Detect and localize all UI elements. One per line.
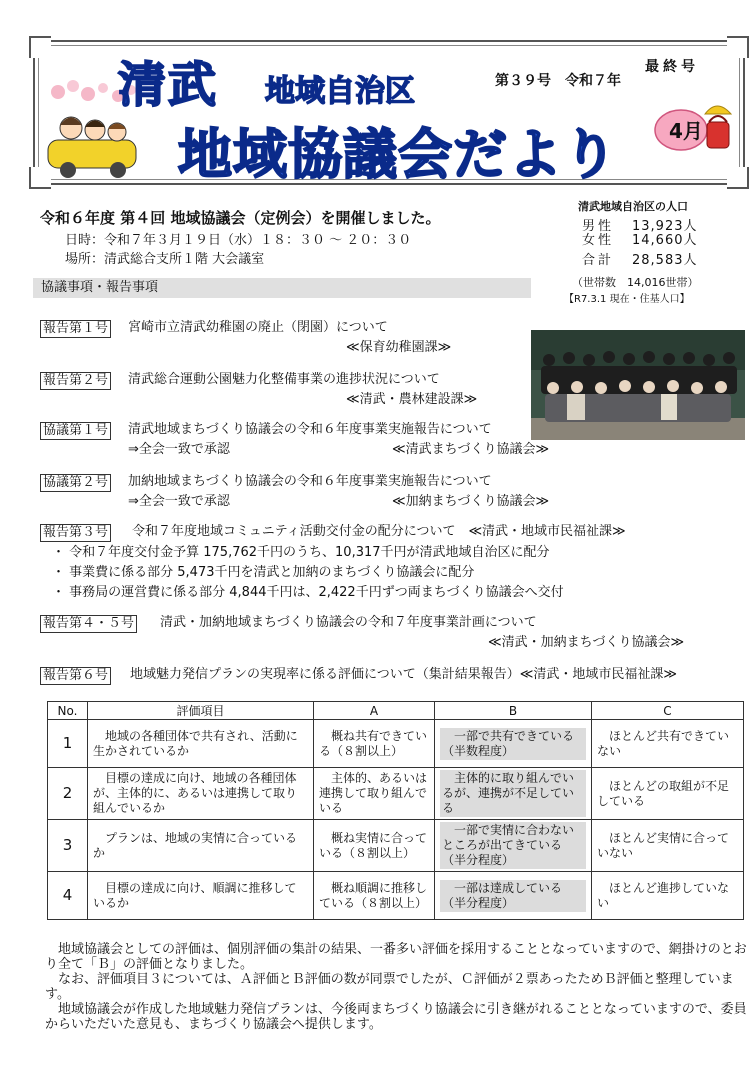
row-grade-c: ほとんど共有できていない: [592, 720, 744, 768]
agenda-tag-report-2: 報告第２号: [40, 372, 111, 390]
agenda-text-report-1: 宮崎市立清武幼稚園の廃止（閉園）について: [128, 320, 388, 335]
agenda-text-report-4-5: 清武・加納地域まちづくり協議会の令和７年度事業計画について: [160, 615, 537, 630]
closing-paragraph: 地域協議会としての評価は、個別評価の集計の結果、一番多い評価を採用することとなっていますので、網掛けのとおり全て「Ｂ」の評価となりました。: [45, 942, 747, 972]
agenda-dept-report-4-5: ≪清武・加納まちづくり協議会≫: [488, 635, 685, 650]
table-header-no: No.: [48, 702, 88, 720]
agenda-dept-deliberation-1: ≪清武まちづくり協議会≫: [392, 442, 550, 457]
row-grade-a: 概ね実情に合っている（８割以上）: [314, 820, 435, 872]
month-badge: 4月: [669, 119, 703, 143]
agenda-result-deliberation-1: ⇒全会一致で承認: [128, 442, 230, 457]
row-grade-b-cell: [435, 768, 592, 820]
row-grade-b-cell: [435, 820, 592, 872]
month-badge-illustration: [653, 92, 733, 162]
issue-number: 第３９号 令和７年: [495, 73, 621, 89]
title-kiyotake: 清武: [118, 57, 219, 113]
closing-paragraph: 地域協議会が作成した地域魅力発信プランは、今後両まちづくり協議会に引き継がれることとなっていますので、委員からいただいた意見も、まちづくり協議会へ提供します。: [45, 1002, 747, 1032]
row-grade-b: 一部で実情に合わないところが出てきている （半分程度）: [440, 822, 586, 869]
agenda-text-report-6: 地域魅力発信プランの実現率に係る評価について（集計結果報告）≪清武・地域市民福祉課≫: [130, 667, 677, 682]
agenda-dept-deliberation-2: ≪加納まちづくり協議会≫: [392, 494, 550, 509]
row-evaluation-item: 目標の達成に向け、地域の各種団体が、主体的に、あるいは連携して取り組んでいるか: [88, 768, 314, 820]
row-grade-b: 一部で共有できている （半数程度）: [442, 728, 599, 758]
population-female: 女性 14,660人: [582, 233, 698, 248]
frame-corner: [727, 167, 749, 189]
row-grade-c: ほとんどの取組が不足している: [592, 768, 744, 820]
row-number: 3: [48, 820, 88, 872]
row-grade-a: 主体的、あるいは連携して取り組んでいる: [314, 768, 435, 820]
report-3-bullet: ・ 令和７年度交付金予算 175,762千円のうち、10,317千円が清武地域自治区に配分: [52, 545, 550, 560]
row-number: 2: [48, 768, 88, 820]
agenda-text-report-2: 清武総合運動公園魅力化整備事業の進捗状況について: [128, 372, 440, 387]
row-grade-b-cell: [435, 720, 599, 768]
agenda-tag-report-1: 報告第１号: [40, 320, 111, 338]
row-grade-c: ほとんど実情に合っていない: [592, 820, 744, 872]
table-header-row: [48, 702, 744, 720]
frame-corner: [29, 36, 51, 58]
evaluation-table: [47, 701, 744, 920]
population-note: 【R7.3.1 現在・住基人口】: [564, 294, 690, 305]
table-header-a: A: [314, 702, 435, 720]
header-banner: [33, 40, 745, 185]
row-evaluation-item: プランは、地域の実情に合っているか: [88, 820, 314, 872]
closing-text: [45, 942, 748, 1032]
row-grade-a: 概ね共有できている（８割以上）: [314, 720, 435, 768]
table-header-item: 評価項目: [88, 702, 314, 720]
population-total: 合計 28,583人: [582, 253, 698, 268]
agenda-tag-report-6: 報告第６号: [40, 667, 111, 685]
meeting-place: 場所：清武総合支所１階 大会議室: [65, 252, 265, 267]
table-row: [48, 720, 744, 768]
title-main: 地域協議会だより: [178, 123, 618, 186]
row-grade-a: 概ね順調に推移している（８割以上）: [314, 872, 435, 920]
agenda-text-deliberation-1: 清武地域まちづくり協議会の令和６年度事業実施報告について: [128, 422, 492, 437]
row-grade-b-cell: [435, 872, 599, 920]
agenda-result-deliberation-2: ⇒全会一致で承認: [128, 494, 230, 509]
agenda-text-report-3: 令和７年度地域コミュニティ活動交付金の配分について ≪清武・地域市民福祉課≫: [132, 524, 626, 539]
closing-paragraph: なお、評価項目３については、Ａ評価とＢ評価の数が同票でしたが、Ｃ評価が２票あったためＢ評価と整理しています。: [45, 972, 734, 1002]
report-3-bullet: ・ 事務局の運営費に係る部分 4,844千円は、2,422千円ずつ両まちづくり協議会へ交付: [52, 585, 564, 600]
group-photo: [531, 330, 745, 440]
table-header-c: C: [592, 702, 744, 720]
title-jichiku: 地域自治区: [265, 74, 415, 109]
row-grade-b: 一部は達成している （半分程度）: [442, 880, 599, 910]
population-households: （世帯数 14,016世帯）: [572, 276, 699, 289]
row-evaluation-item: 地域の各種団体で共有され、活動に生かされているか: [88, 720, 314, 768]
frame-corner: [727, 36, 749, 58]
table-row: [48, 872, 744, 920]
population-male: 男性 13,923人: [582, 219, 698, 234]
table-row: [48, 820, 744, 872]
agenda-dept-report-2: ≪清武・農林建設課≫: [346, 392, 478, 407]
agenda-text-deliberation-2: 加納地域まちづくり協議会の令和６年度事業実施報告について: [128, 474, 492, 489]
report-3-bullet: ・ 事業費に係る部分 5,473千円を清武と加納のまちづくり協議会に配分: [52, 565, 475, 580]
agenda-tag-deliberation-2: 協議第２号: [40, 474, 111, 492]
table-header-b: B: [435, 702, 592, 720]
agenda-tag-report-4-5: 報告第４・５号: [40, 615, 137, 633]
table-row: [48, 768, 744, 820]
population-title: 清武地域自治区の人口: [578, 200, 688, 213]
population-box: [560, 198, 745, 305]
agenda-dept-report-1: ≪保育幼稚園課≫: [346, 340, 452, 355]
row-number: 4: [48, 872, 88, 920]
final-issue-label: 最終号: [645, 59, 699, 75]
row-number: 1: [48, 720, 88, 768]
section-title-bar: 協議事項・報告事項: [33, 278, 531, 298]
row-grade-b: 主体的に取り組んでいるが、連携が不足している: [440, 770, 586, 817]
row-evaluation-item: 目標の達成に向け、順調に推移しているか: [88, 872, 314, 920]
agenda-tag-deliberation-1: 協議第１号: [40, 422, 111, 440]
meeting-title: 令和６年度 第４回 地域協議会（定例会）を開催しました。: [40, 209, 441, 227]
meeting-date: 日時：令和７年３月１９日（水）１８：３０ ～ ２０：３０: [65, 233, 412, 248]
agenda-tag-report-3: 報告第３号: [40, 524, 111, 542]
row-grade-c: ほとんど進捗していない: [592, 872, 744, 920]
